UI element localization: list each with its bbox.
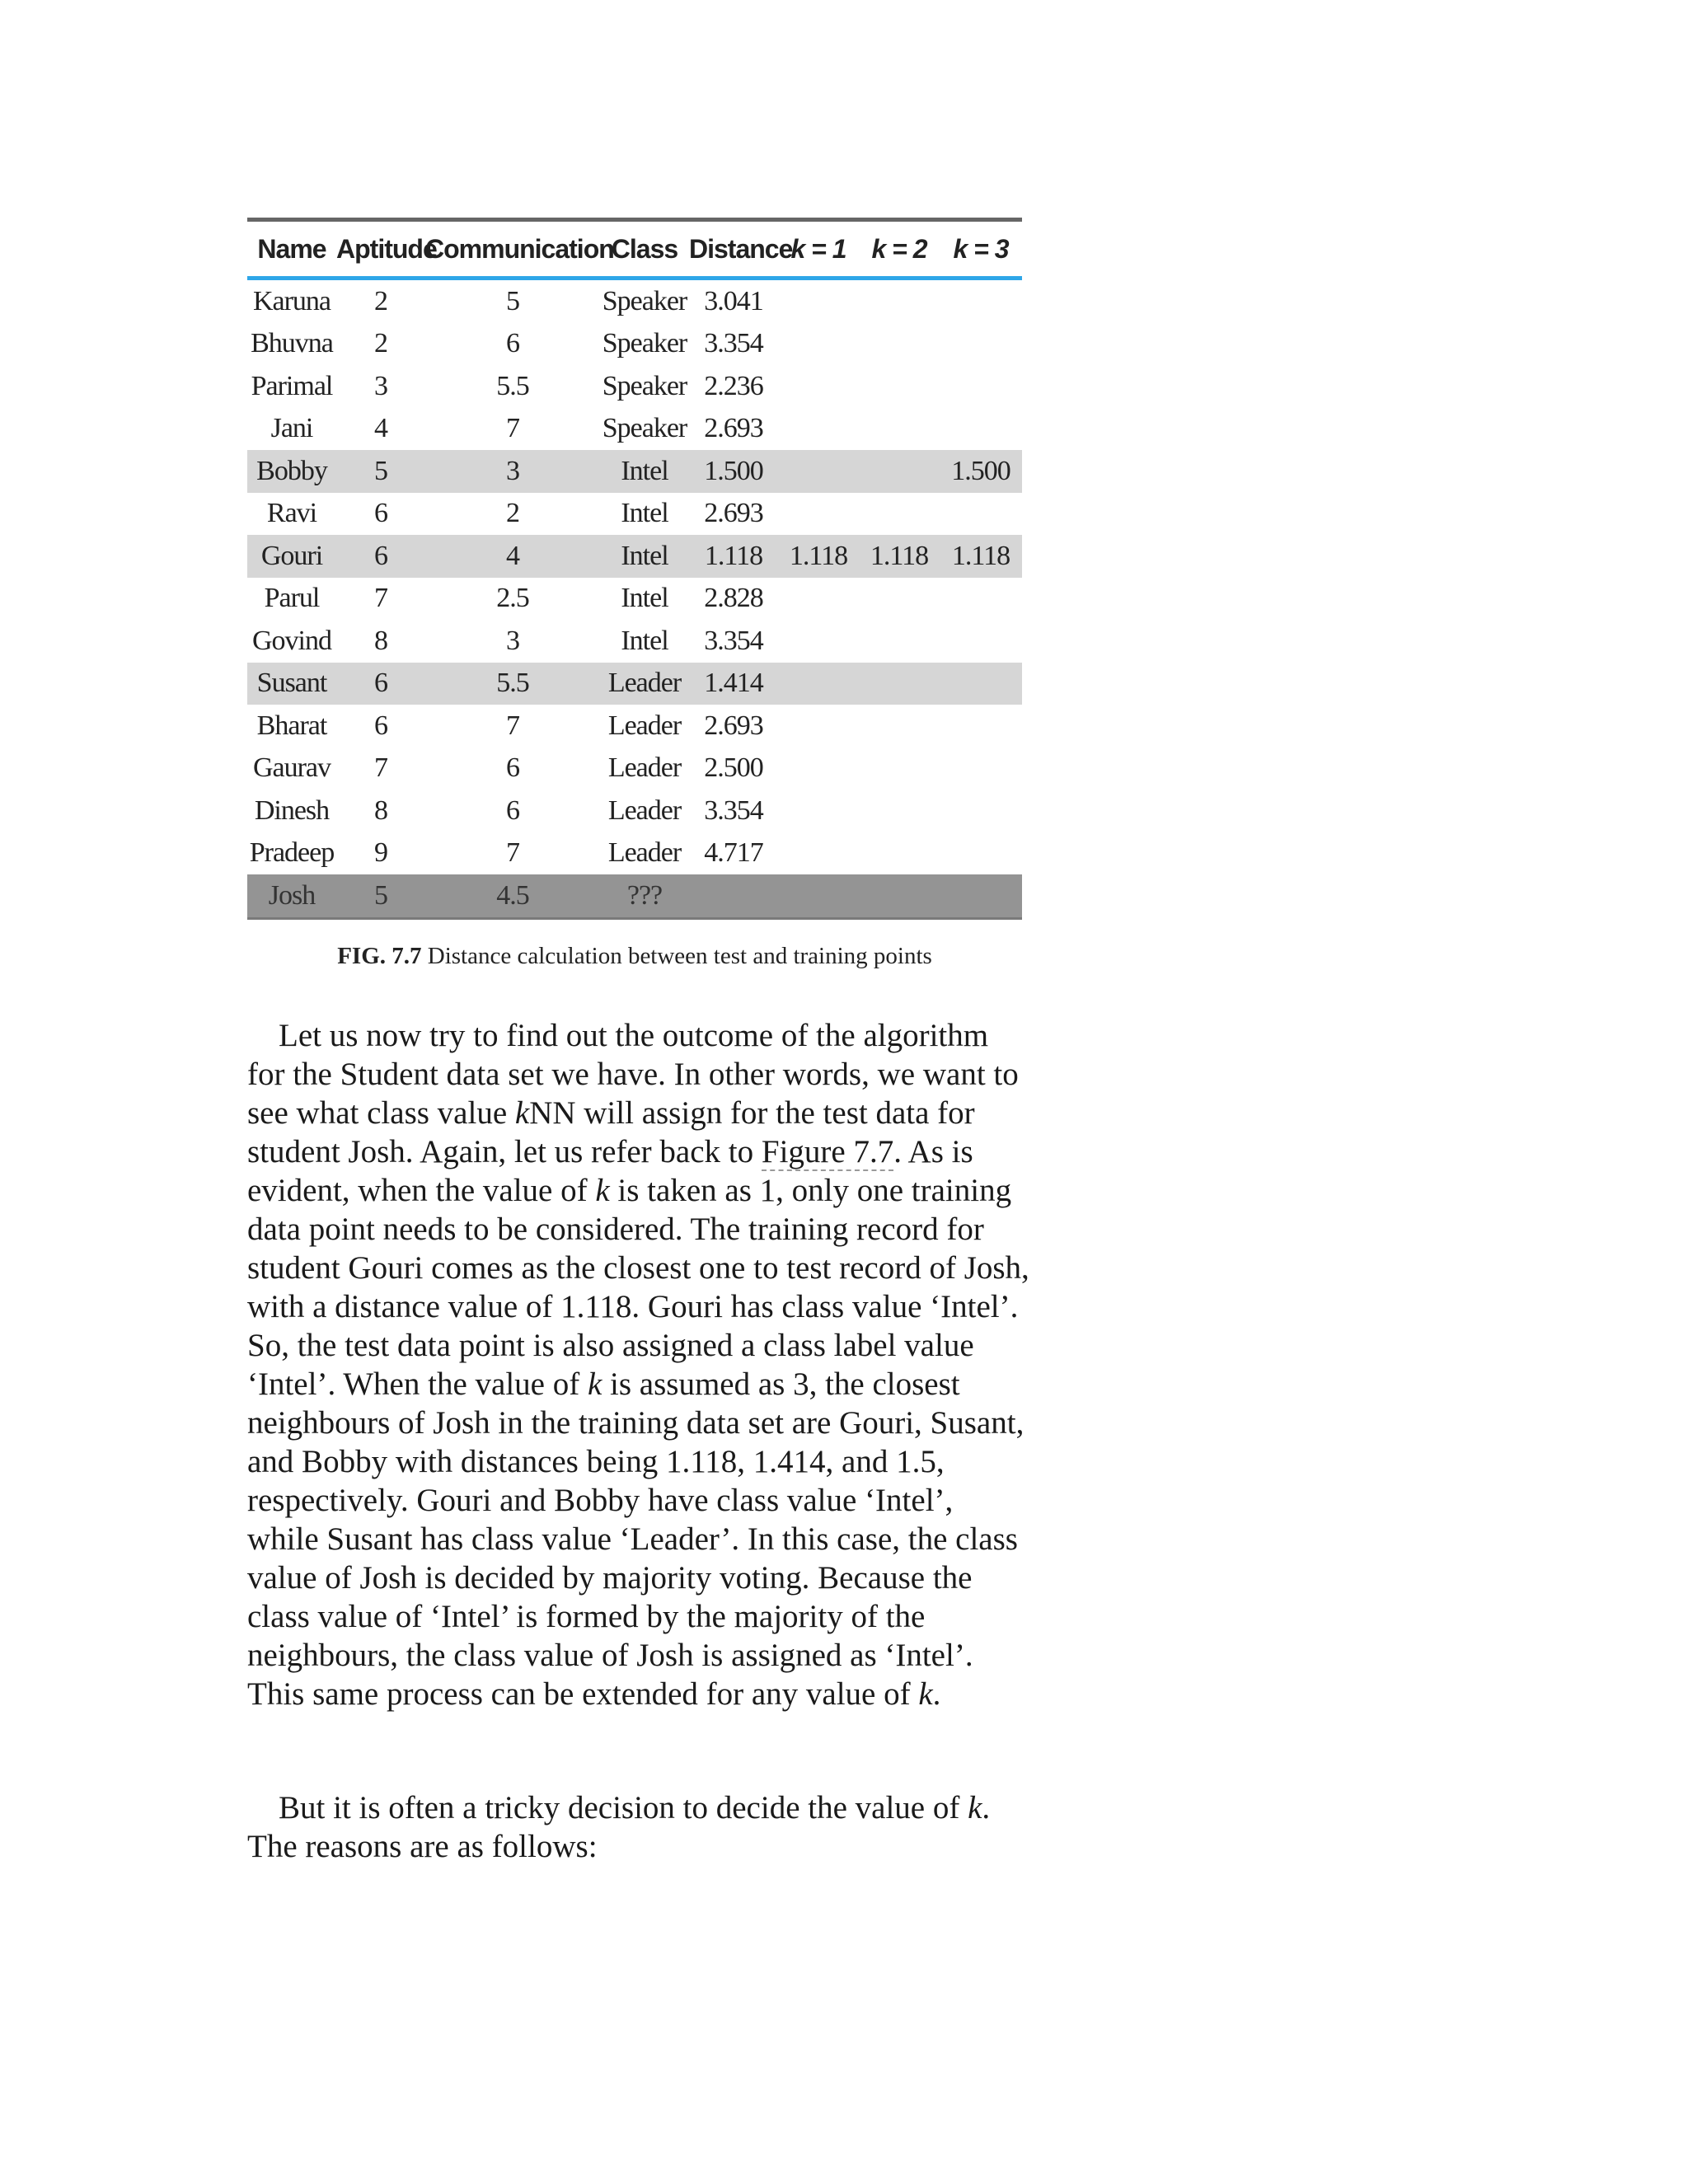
cell-distance: 1.414 [689,663,778,705]
italic-k: k [968,1790,982,1825]
cell-aptitude: 7 [374,583,387,614]
cell-aptitude: 6 [374,498,387,529]
cell-distance: 2.500 [704,752,763,784]
cell-distance: 3.041 [704,285,763,316]
cell-k3 [940,748,1022,790]
cell-aptitude: 8 [374,794,387,826]
table-body [247,279,1022,919]
cell-class: Leader [607,752,682,784]
cell-class: Leader [600,663,689,705]
cell-name: Parul [264,583,320,614]
text-segment: . As is evident, when the value of [247,1134,973,1208]
cell-aptitude: 2 [374,328,387,359]
cell-k3 [940,408,1022,451]
italic-k: k [595,1173,610,1208]
figure-link[interactable]: Figure 7.7 [761,1134,894,1169]
cell-class: Speaker [602,285,687,316]
cell-k1 [778,705,859,748]
table-row [247,748,1022,790]
cell-k3 [940,493,1022,536]
cell-k1 [778,620,859,663]
cell-k2 [859,832,940,875]
table-row [247,323,1022,366]
cell-k2 [859,790,940,832]
cell-name: Bhuvna [251,328,333,359]
cell-class: Intel [600,535,689,578]
table-header [247,220,1022,279]
cell-k1 [778,408,859,451]
cell-class: Leader [607,837,682,869]
cell-k2 [859,408,940,451]
text-segment: . [932,1676,941,1712]
test-cell-k2 [859,874,940,918]
cell-class: Intel [600,450,689,493]
cell-k2 [859,620,940,663]
cell-communication: 4 [425,535,600,578]
cell-communication: 2 [506,498,519,529]
cell-k1 [778,450,859,493]
cell-communication: 7 [506,413,519,444]
header-k2-label: k = 2 [871,233,927,264]
text-segment: But it is often a tricky decision to decide the value of [279,1790,968,1825]
cell-communication: 6 [506,328,519,359]
cell-communication: 5.5 [425,663,600,705]
cell-k2 [859,578,940,621]
cell-name: Pradeep [249,837,335,869]
table-row [247,493,1022,536]
table-row [247,790,1022,832]
cell-aptitude: 8 [374,625,387,656]
cell-name: Gaurav [252,752,331,784]
header-class: Class [611,233,678,264]
cell-name: Jani [270,413,313,444]
italic-k: k [587,1366,603,1402]
test-cell-class: ??? [600,874,689,918]
test-cell-k1 [778,874,859,918]
header-aptitude: Aptitude [336,233,437,264]
cell-aptitude: 4 [374,413,387,444]
cell-name: Susant [247,663,336,705]
cell-distance: 2.693 [704,498,763,529]
cell-communication: 6 [506,794,519,826]
italic-k: k [918,1676,933,1712]
text-segment: is taken as 1, only one training data point needs to be considered. The training record for student Gouri comes as the closest one to test record of Josh, with a distance value of 1.118. Gouri has class value ‘Intel’. So, the test data point is also assigned a class label value ‘Intel’. When the value of [247,1173,1029,1402]
header-k2 [859,220,940,279]
cell-k3 [940,323,1022,366]
cell-distance: 1.500 [689,450,778,493]
table-row [247,408,1022,451]
cell-class: Speaker [602,370,687,401]
test-row [247,874,1022,918]
cell-k2: 1.118 [859,535,940,578]
cell-communication: 2.5 [496,583,529,614]
cell-name: Dinesh [254,794,330,826]
cell-communication: 6 [506,752,519,784]
table-row [247,365,1022,408]
cell-aptitude: 7 [374,752,387,784]
table-row [247,620,1022,663]
cell-k2 [859,279,940,323]
cell-k1 [778,279,859,323]
cell-k3 [940,663,1022,705]
text-segment: is assumed as 3, the closest neighbours of Josh in the training data set are Gouri, Susant, and Bobby with distances being 1.118, 1.414, and 1.5, respectively. Gouri and Bobby have class value ‘Intel’, while Susant has class value ‘Leader’. In this case, the class value of Josh is decided by majority voting. Because the class value of ‘Intel’ is formed by the majority of the neighbours, the class value of Josh is assigned as ‘Intel’. This same process can be extended for any value of [247,1366,1025,1712]
cell-name: Ravi [266,498,317,529]
test-cell-aptitude: 5 [336,874,425,918]
text-segment: Let us now try to find out the outcome of the algorithm for the Student data set we have. In other words, we want to see what class value [247,1018,1019,1131]
table-row [247,832,1022,875]
italic-k: k [514,1095,530,1131]
cell-distance: 3.354 [704,794,763,826]
cell-name: Govind [252,625,331,656]
cell-k2 [859,705,940,748]
header-name: Name [257,233,326,264]
cell-class: Intel [621,625,668,656]
cell-k3 [940,705,1022,748]
caption-label: FIG. 7.7 [337,942,422,969]
cell-k2 [859,748,940,790]
cell-k1 [778,832,859,875]
cell-aptitude: 6 [336,535,425,578]
cell-name: Gouri [247,535,336,578]
cell-k2 [859,663,940,705]
cell-k3 [940,365,1022,408]
header-distance: Distance [689,233,793,264]
cell-communication: 7 [506,710,519,741]
test-cell-communication: 4.5 [425,874,600,918]
cell-aptitude: 9 [374,837,387,869]
cell-class: Speaker [602,328,687,359]
table-row [247,705,1022,748]
cell-k2 [859,450,940,493]
cell-class: Intel [621,583,668,614]
cell-class: Leader [607,794,682,826]
cell-aptitude: 2 [374,285,387,316]
cell-distance: 2.693 [704,413,763,444]
cell-k1 [778,663,859,705]
cell-distance: 3.354 [704,328,763,359]
cell-k1 [778,323,859,366]
cell-k1 [778,578,859,621]
cell-k3 [940,279,1022,323]
test-cell-name: Josh [247,874,336,918]
cell-class: Intel [621,498,668,529]
cell-class: Speaker [602,413,687,444]
header-communication: Communication [425,233,614,264]
cell-name: Bobby [247,450,336,493]
cell-k2 [859,365,940,408]
cell-aptitude: 6 [374,710,387,741]
cell-distance: 3.354 [704,625,763,656]
cell-name: Bharat [256,710,327,741]
cell-communication: 5 [506,285,519,316]
figure-caption [247,943,1022,970]
cell-communication: 5.5 [496,370,529,401]
paragraph-choosing-k [247,1788,1030,1866]
cell-name: Karuna [252,285,331,316]
cell-distance: 2.236 [704,370,763,401]
cell-communication: 7 [506,837,519,869]
cell-k3 [940,790,1022,832]
text-segment: NN will assign for the test data for student Josh. Again, let us refer back to [247,1095,975,1169]
table-row [247,450,1022,493]
cell-aptitude: 3 [374,370,387,401]
cell-k3: 1.500 [940,450,1022,493]
cell-aptitude: 6 [336,663,425,705]
table-row [247,663,1022,705]
test-cell-k3 [940,874,1022,918]
cell-name: Parimal [251,370,333,401]
header-k1-label: k = 1 [790,233,846,264]
cell-distance: 4.717 [704,837,763,869]
paragraph-knn-example [247,1016,1030,1713]
cell-distance: 2.828 [704,583,763,614]
cell-k2 [859,493,940,536]
cell-k1: 1.118 [778,535,859,578]
header-k3-label: k = 3 [953,233,1009,264]
table-row [247,535,1022,578]
test-cell-distance [689,874,778,918]
cell-distance: 2.693 [704,710,763,741]
cell-communication: 3 [506,625,519,656]
cell-k1 [778,790,859,832]
cell-aptitude: 5 [336,450,425,493]
cell-class: Leader [607,710,682,741]
cell-k3: 1.118 [940,535,1022,578]
caption-text: Distance calculation between test and training points [427,942,932,969]
text-segment: . The reasons are as follows: [247,1790,991,1864]
header-k3 [940,220,1022,279]
distance-table [247,218,1022,920]
cell-communication: 3 [425,450,600,493]
cell-k1 [778,365,859,408]
cell-distance: 1.118 [689,535,778,578]
cell-k2 [859,323,940,366]
cell-k3 [940,578,1022,621]
cell-k1 [778,493,859,536]
cell-k3 [940,620,1022,663]
table-row [247,279,1022,323]
cell-k1 [778,748,859,790]
cell-k3 [940,832,1022,875]
figure-7-7 [247,218,1022,970]
header-k1 [778,220,859,279]
table-row [247,578,1022,621]
